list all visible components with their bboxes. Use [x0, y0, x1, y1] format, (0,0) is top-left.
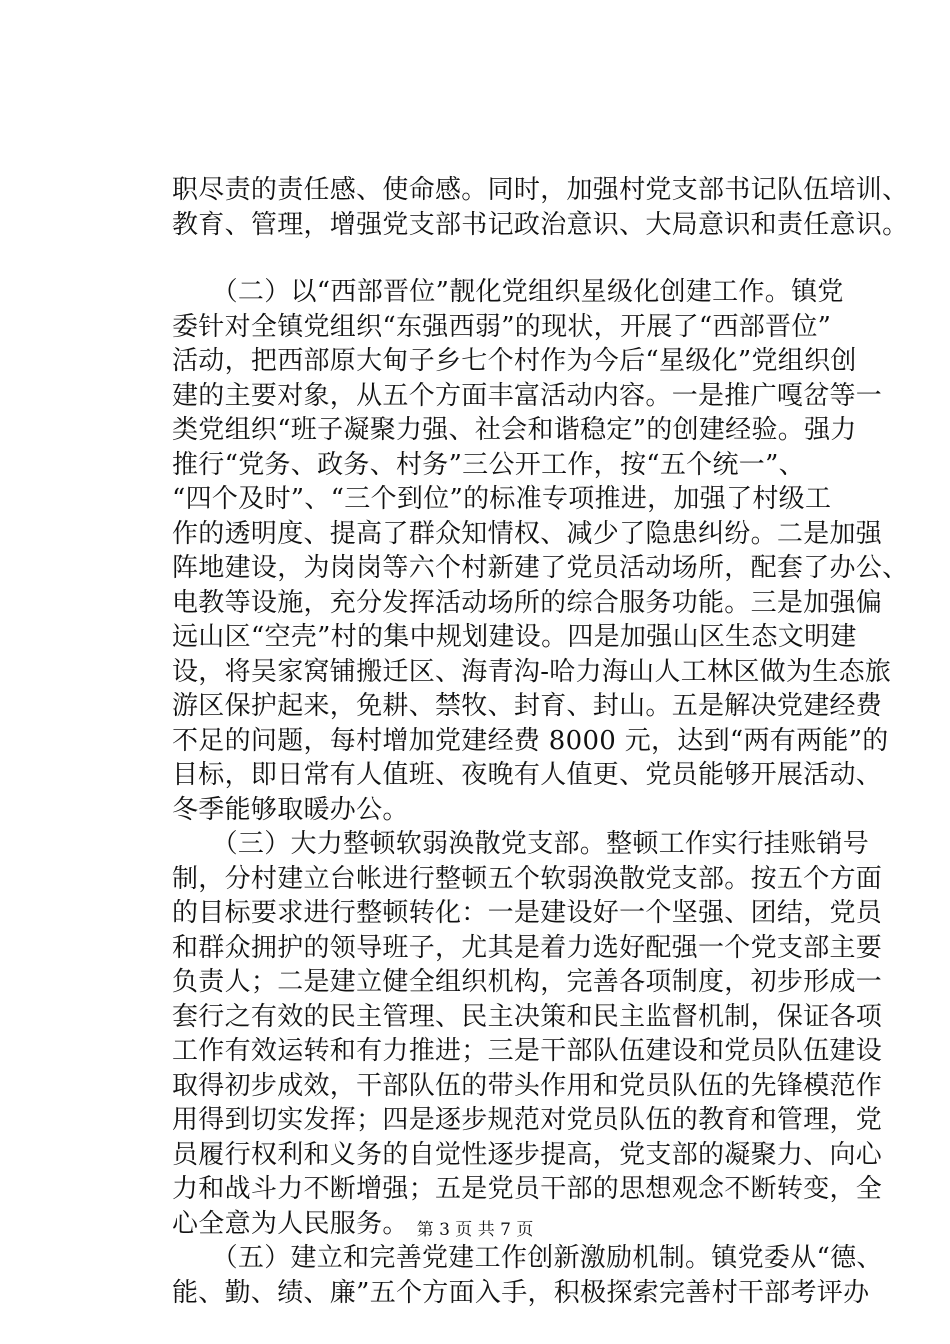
paragraph-3 [172, 827, 883, 1241]
text-line: 推行“党务、政务、村务”三公开工作，按“五个统一”、 [172, 449, 805, 480]
text-line: 远山区“空壳”村的集中规划建设。四是加强山区生态文明建 [172, 622, 857, 652]
text-line: 不足的问题，每村增加党建经费 8000 元，达到“两有两能”的 [172, 725, 889, 756]
text-line: 力和战斗力不断增强；五是党员干部的思想观念不断转变，全 [172, 1174, 883, 1204]
page-number-label: 第 3 页 共 7 页 [416, 1220, 534, 1240]
text-line: 职尽责的责任感、使命感。同时，加强村党支部书记队伍培训、 [172, 175, 909, 205]
text-line: 类党组织“班子凝聚力强、社会和谐稳定”的创建经验。强力 [172, 415, 857, 445]
text-line: 的目标要求进行整顿转化：一是建设好一个坚强、团结，党员 [172, 898, 883, 928]
paragraph-4 [172, 1241, 883, 1310]
text-line: 作的透明度、提高了群众知情权、减少了隐患纠纷。二是加强 [172, 518, 883, 549]
text-line: 工作有效运转和有力推进；三是干部队伍建设和党员队伍建设 [172, 1036, 883, 1066]
paragraph-1 [172, 173, 909, 242]
text-line: 冬季能够取暖办公。 [172, 794, 409, 825]
text-line: 取得初步成效，干部队伍的带头作用和党员队伍的先锋模范作 [172, 1070, 883, 1101]
text-line: 能、勤、绩、廉”五个方面入手，积极探索完善村干部考评办 [172, 1277, 870, 1308]
text-line: 游区保护起来，免耕、禁牧、封育、封山。五是解决党建经费 [172, 691, 883, 721]
text-line: 套行之有效的民主管理、民主决策和民主监督机制，保证各项 [172, 1001, 883, 1032]
text-line: 委针对全镇党组织“东强西弱”的现状，开展了“西部晋位” [172, 311, 832, 342]
text-line: 心全意为人民服务。 [172, 1208, 409, 1239]
text-line: （五）建立和完善党建工作创新激励机制。镇党委从“德、 [172, 1243, 883, 1273]
document-body [172, 173, 909, 1310]
text-line: 电教等设施，充分发挥活动场所的综合服务功能。三是加强偏 [172, 587, 883, 618]
text-line: “四个及时”、“三个到位”的标准专项推进，加强了村级工 [172, 484, 832, 514]
paragraph-2 [172, 275, 909, 827]
text-line: （三）大力整顿软弱涣散党支部。整顿工作实行挂账销号 [172, 829, 870, 859]
text-line: 制，分村建立台帐进行整顿五个软弱涣散党支部。按五个方面 [172, 863, 883, 894]
text-line: （二）以“西部晋位”靓化党组织星级化创建工作。镇党 [172, 277, 844, 307]
text-line: 和群众拥护的领导班子，尤其是着力选好配强一个党支部主要 [172, 932, 883, 963]
text-line: 教育、管理，增强党支部书记政治意识、大局意识和责任意识。 [172, 209, 909, 240]
text-line: 设，将吴家窝铺搬迁区、海青沟-哈力海山人工林区做为生态旅 [172, 656, 892, 687]
text-line: 员履行权利和义务的自觉性逐步提高，党支部的凝聚力、向心 [172, 1139, 883, 1170]
text-line: 建的主要对象，从五个方面丰富活动内容。一是推广嘎岔等一 [172, 380, 883, 411]
text-line: 负责人；二是建立健全组织机构，完善各项制度，初步形成一 [172, 967, 883, 997]
text-line: 阵地建设，为岗岗等六个村新建了党员活动场所，配套了办公、 [172, 553, 909, 583]
text-line: 活动，把西部原大甸子乡七个村作为今后“星级化”党组织创 [172, 346, 857, 376]
page-footer [0, 1215, 950, 1240]
text-line: 用得到切实发挥；四是逐步规范对党员队伍的教育和管理，党 [172, 1105, 883, 1135]
paragraph-gap [172, 242, 832, 275]
text-line: 目标，即日常有人值班、夜晚有人值更、党员能够开展活动、 [172, 760, 883, 790]
